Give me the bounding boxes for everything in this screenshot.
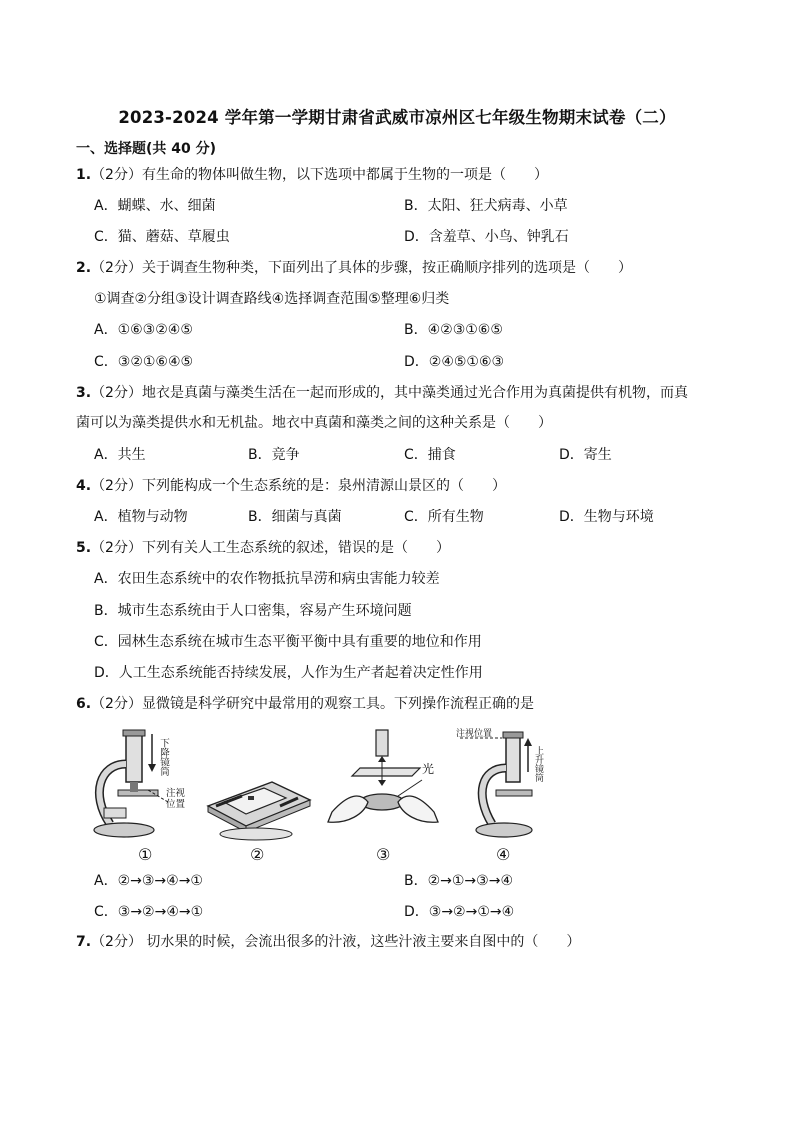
question-4 — [76, 476, 506, 496]
figure-1-annotation-watch: 注视位置 — [166, 788, 186, 810]
option-d[interactable]: D．③→②→①→④ — [404, 904, 515, 920]
option-a[interactable]: A．②→③→④→① — [94, 873, 203, 889]
figure-4-annotation-raise: 上升镜筒 — [533, 746, 543, 782]
option-b[interactable]: B．城市生态系统由于人口密集，容易产生环境问题 — [94, 603, 412, 619]
figure-label-3: ③ — [376, 845, 391, 864]
option-b[interactable]: B．细菌与真菌 — [248, 509, 342, 525]
question-number: 4. — [76, 478, 92, 494]
section-heading: 一、选择题(共 40 分) — [76, 141, 217, 157]
question-stem-continued: 菌可以为藻类提供水和无机盐。地衣中真菌和藻类之间的这种关系是（ ） — [76, 415, 552, 431]
option-d[interactable]: D．②④⑤①⑥③ — [404, 354, 505, 370]
question-stem: 显微镜是科学研究中最常用的观察工具。下列操作流程正确的是 — [141, 696, 534, 712]
question-1 — [76, 165, 548, 185]
question-extra: ①调查②分组③设计调查路线④选择调查范围⑤整理⑥归类 — [94, 291, 450, 307]
question-score: （2分） — [91, 385, 142, 401]
microscope-figure — [90, 724, 543, 864]
option-b[interactable]: B．④②③①⑥⑤ — [404, 322, 503, 338]
figure-4 — [454, 724, 546, 864]
question-stem: 有生命的物体叫做生物，以下选项中都属于生物的一项是（ ） — [141, 167, 548, 183]
option-a[interactable]: A．农田生态系统中的农作物抵抗旱涝和病虫害能力较差 — [94, 571, 440, 587]
option-a[interactable]: A．蝴蝶、水、细菌 — [94, 198, 216, 214]
question-score: （2分） — [91, 478, 142, 494]
option-c[interactable]: C．捕食 — [404, 447, 456, 463]
option-c[interactable]: C．猫、蘑菇、草履虫 — [94, 229, 230, 245]
microscope-raising-illustration — [454, 724, 546, 844]
question-3 — [76, 383, 688, 403]
option-b[interactable]: B．竞争 — [248, 447, 300, 463]
stage-slide-illustration — [202, 724, 314, 844]
question-number: 3. — [76, 385, 92, 401]
question-stem: 地衣是真菌与藻类生活在一起而形成的，其中藻类通过光合作用为真菌提供有机物，而真 — [141, 385, 688, 401]
option-d[interactable]: D．人工生态系统能否持续发展，人作为生产者起着决定性作用 — [94, 665, 483, 681]
figure-3-annotation-light: 光 — [422, 762, 435, 776]
figure-3 — [318, 724, 448, 864]
question-number: 5. — [76, 540, 92, 556]
question-number: 2. — [76, 260, 92, 276]
question-score: （2分） — [91, 540, 142, 556]
question-stem: 下列能构成一个生态系统的是：泉州清源山景区的（ ） — [141, 478, 506, 494]
question-number: 7. — [76, 934, 92, 950]
option-c[interactable]: C．园林生态系统在城市生态平衡平衡中具有重要的地位和作用 — [94, 634, 482, 650]
option-d[interactable]: D．生物与环境 — [559, 509, 654, 525]
question-number: 6. — [76, 696, 92, 712]
mirror-adjust-illustration — [318, 724, 448, 844]
figure-label-4: ④ — [496, 845, 511, 864]
question-6 — [76, 694, 534, 714]
question-stem: 关于调查生物种类，下面列出了具体的步骤，按正确顺序排列的选项是（ ） — [141, 260, 632, 276]
question-score: （2分） — [91, 260, 142, 276]
figure-2 — [202, 724, 314, 864]
question-2 — [76, 258, 632, 278]
question-5 — [76, 538, 450, 558]
option-b[interactable]: B．②→①→③→④ — [404, 873, 513, 889]
microscope-lowering-illustration — [90, 724, 200, 844]
figure-4-annotation-watch: 注视位置 — [456, 729, 493, 739]
option-a[interactable]: A．植物与动物 — [94, 509, 188, 525]
option-b[interactable]: B．太阳、狂犬病毒、小草 — [404, 198, 568, 214]
question-score: （2分） — [91, 167, 142, 183]
option-c[interactable]: C．③②①⑥④⑤ — [94, 354, 194, 370]
option-d[interactable]: D．含羞草、小鸟、钟乳石 — [404, 229, 569, 245]
question-7 — [76, 932, 580, 952]
option-a[interactable]: A．①⑥③②④⑤ — [94, 322, 193, 338]
figure-1 — [90, 724, 200, 864]
question-number: 1. — [76, 167, 92, 183]
figure-label-1: ① — [138, 845, 153, 864]
option-d[interactable]: D．寄生 — [559, 447, 612, 463]
figure-1-annotation-lower: 下降镜筒 — [158, 738, 169, 776]
page-title: 2023-2024 学年第一学期甘肃省武威市凉州区七年级生物期末试卷（二） — [118, 108, 676, 127]
question-score: （2分） — [91, 696, 142, 712]
figure-label-2: ② — [250, 845, 265, 864]
question-stem: 下列有关人工生态系统的叙述，错误的是（ ） — [141, 540, 450, 556]
option-c[interactable]: C．所有生物 — [404, 509, 484, 525]
question-stem: 切水果的时候，会流出很多的汁液，这些汁液主要来自图中的（ ） — [141, 934, 581, 950]
option-a[interactable]: A．共生 — [94, 447, 146, 463]
question-score: （2分） — [91, 934, 142, 950]
option-c[interactable]: C．③→②→④→① — [94, 904, 204, 920]
